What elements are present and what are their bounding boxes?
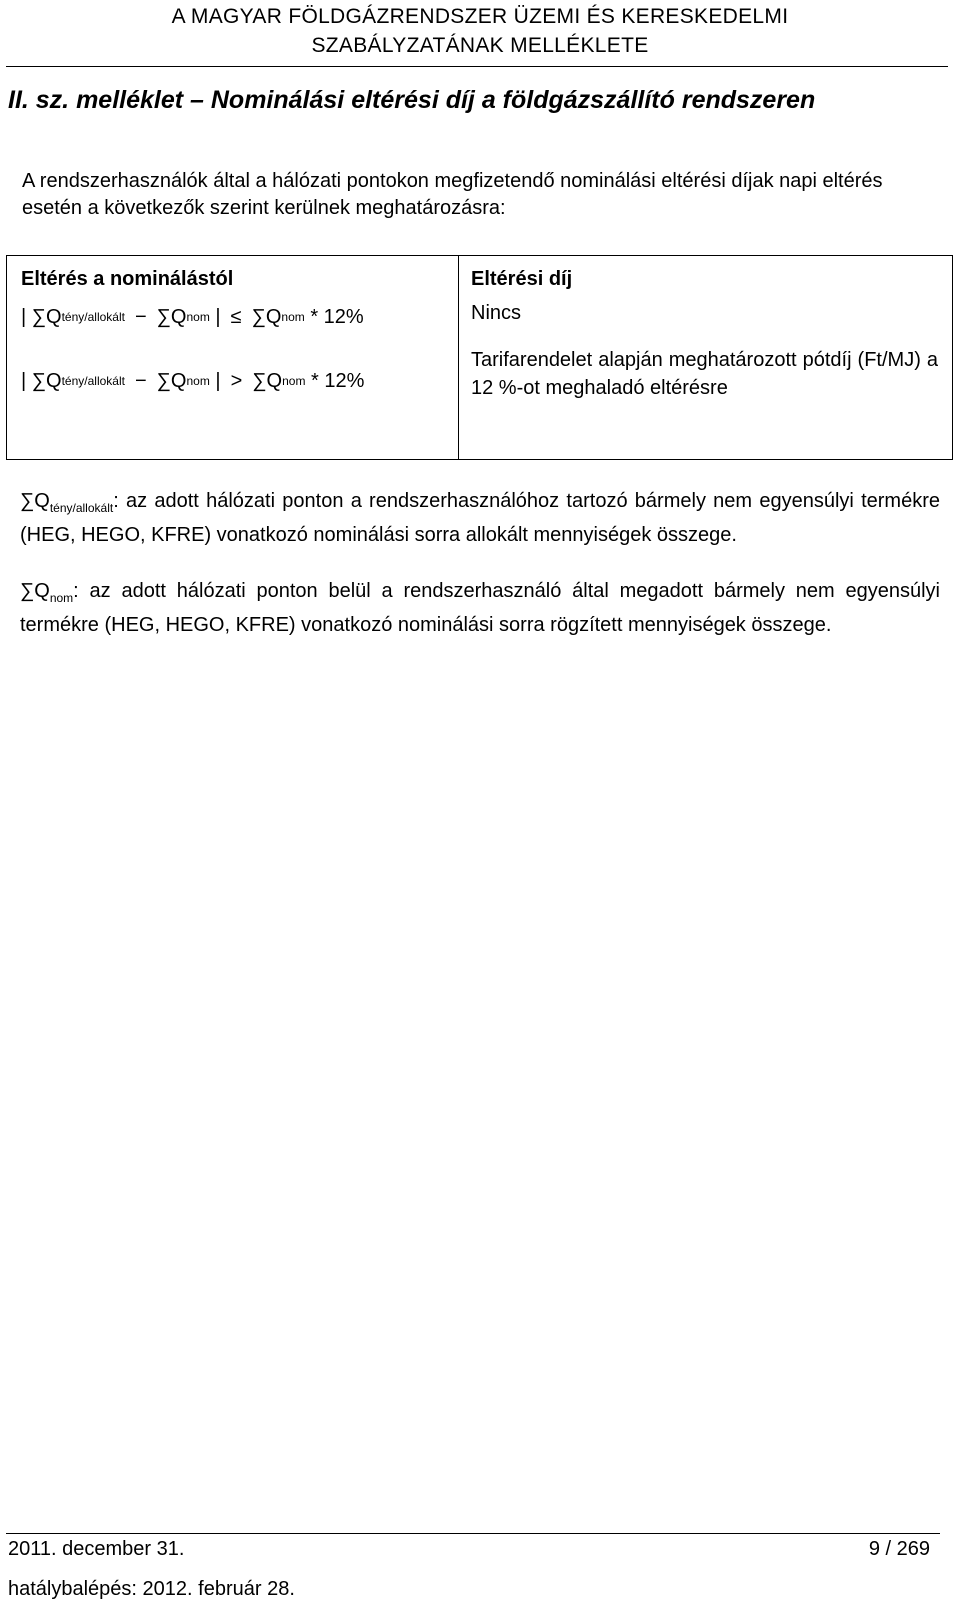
fee-table <box>6 255 953 460</box>
q-symbol: Q <box>46 369 62 392</box>
minus-operator: − <box>134 305 147 328</box>
factor: * 12% <box>311 369 365 392</box>
subscript-nom: nom <box>186 374 210 388</box>
fee-column-header: Eltérési díj <box>471 268 573 290</box>
page-number: 9 / 269 <box>868 1538 930 1560</box>
factor: * 12% <box>310 305 364 328</box>
footer-divider <box>6 1533 940 1534</box>
fee-row-2: Tarifarendelet alapján meghatározott pótdíj (Ft/MJ) a 12 %-ot meghaladó eltérésre <box>471 349 938 399</box>
definition-allocated: $\sum Q_{tény/allokált}$: az adott hálózati ponton a rendszerhasználóhoz tartozó bármely nem egyensúlyi termékre (HEG, HEGO, KFRE) vonatkozó nominálási sorra allokált mennyiségek összege. <box>20 490 940 546</box>
effective-date: hatálybalépés: 2012. február 28. <box>8 1578 295 1600</box>
minus-operator: − <box>134 369 147 392</box>
definition-subscript: tény/allokált <box>49 501 114 515</box>
definition-nominated: $\sum Q_{nom}$: az adott hálózati ponton belül a rendszerhasználó által megadott bármely nem egyensúlyi termékre (HEG, HEGO, KFRE) vonatkozó nominálási sorra rögzített mennyiségek összege. <box>20 580 940 636</box>
section-title: II. sz. melléklet – Nominálási eltérési díj a földgázszállító rendszeren <box>8 86 816 114</box>
header-line-1: A MAGYAR FÖLDGÁZRENDSZER ÜZEMI ÉS KERESKEDELMI <box>171 5 789 28</box>
comparison-operator: ≤ <box>230 305 242 328</box>
header-divider <box>6 66 948 67</box>
definition-text: : az adott hálózati ponton a rendszerhasználóhoz tartozó bármely nem egyensúlyi termékre (HEG, HEGO, KFRE) vonatkozó nominálási sorra allokált mennyiségek összege. <box>20 490 940 546</box>
subscript-nom: nom <box>186 310 210 324</box>
definition-symbol: Q <box>34 490 50 512</box>
fee-row-1: Nincs <box>471 302 522 324</box>
intro-paragraph: A rendszerhasználók által a hálózati pontokon megfizetendő nominálási eltérési díjak napi eltérés esetén a következők szerint kerülnek meghatározásra: <box>22 170 883 219</box>
definition-subscript: nom <box>49 591 74 605</box>
formula-row-1: | ∑ Q tény/allokált − ∑ Q nom | ≤ ∑ Q nom * 12% <box>21 305 364 328</box>
deviation-column-header: Eltérés a nominálástól <box>21 268 234 290</box>
deviation-column <box>7 256 459 460</box>
fee-column <box>459 256 953 460</box>
subscript-allocated: tény/allokált <box>61 310 125 324</box>
comparison-operator: > <box>230 369 243 392</box>
definition-symbol: Q <box>34 580 50 602</box>
formula-row-2: | ∑ Q tény/allokált − ∑ Q nom | > ∑ Q nom * 12% <box>21 369 365 392</box>
q-symbol: Q <box>46 305 62 328</box>
footer-date: 2011. december 31. <box>8 1538 185 1560</box>
document-header <box>0 2 960 60</box>
definition-text: : az adott hálózati ponton belül a rendszerhasználó által megadott bármely nem egyensúlyi termékre (HEG, HEGO, KFRE) vonatkozó nominálási sorra rögzített mennyiségek összege. <box>20 580 940 636</box>
header-line-2: SZABÁLYZATÁNAK MELLÉKLETE <box>311 34 649 57</box>
subscript-allocated: tény/allokált <box>61 374 125 388</box>
